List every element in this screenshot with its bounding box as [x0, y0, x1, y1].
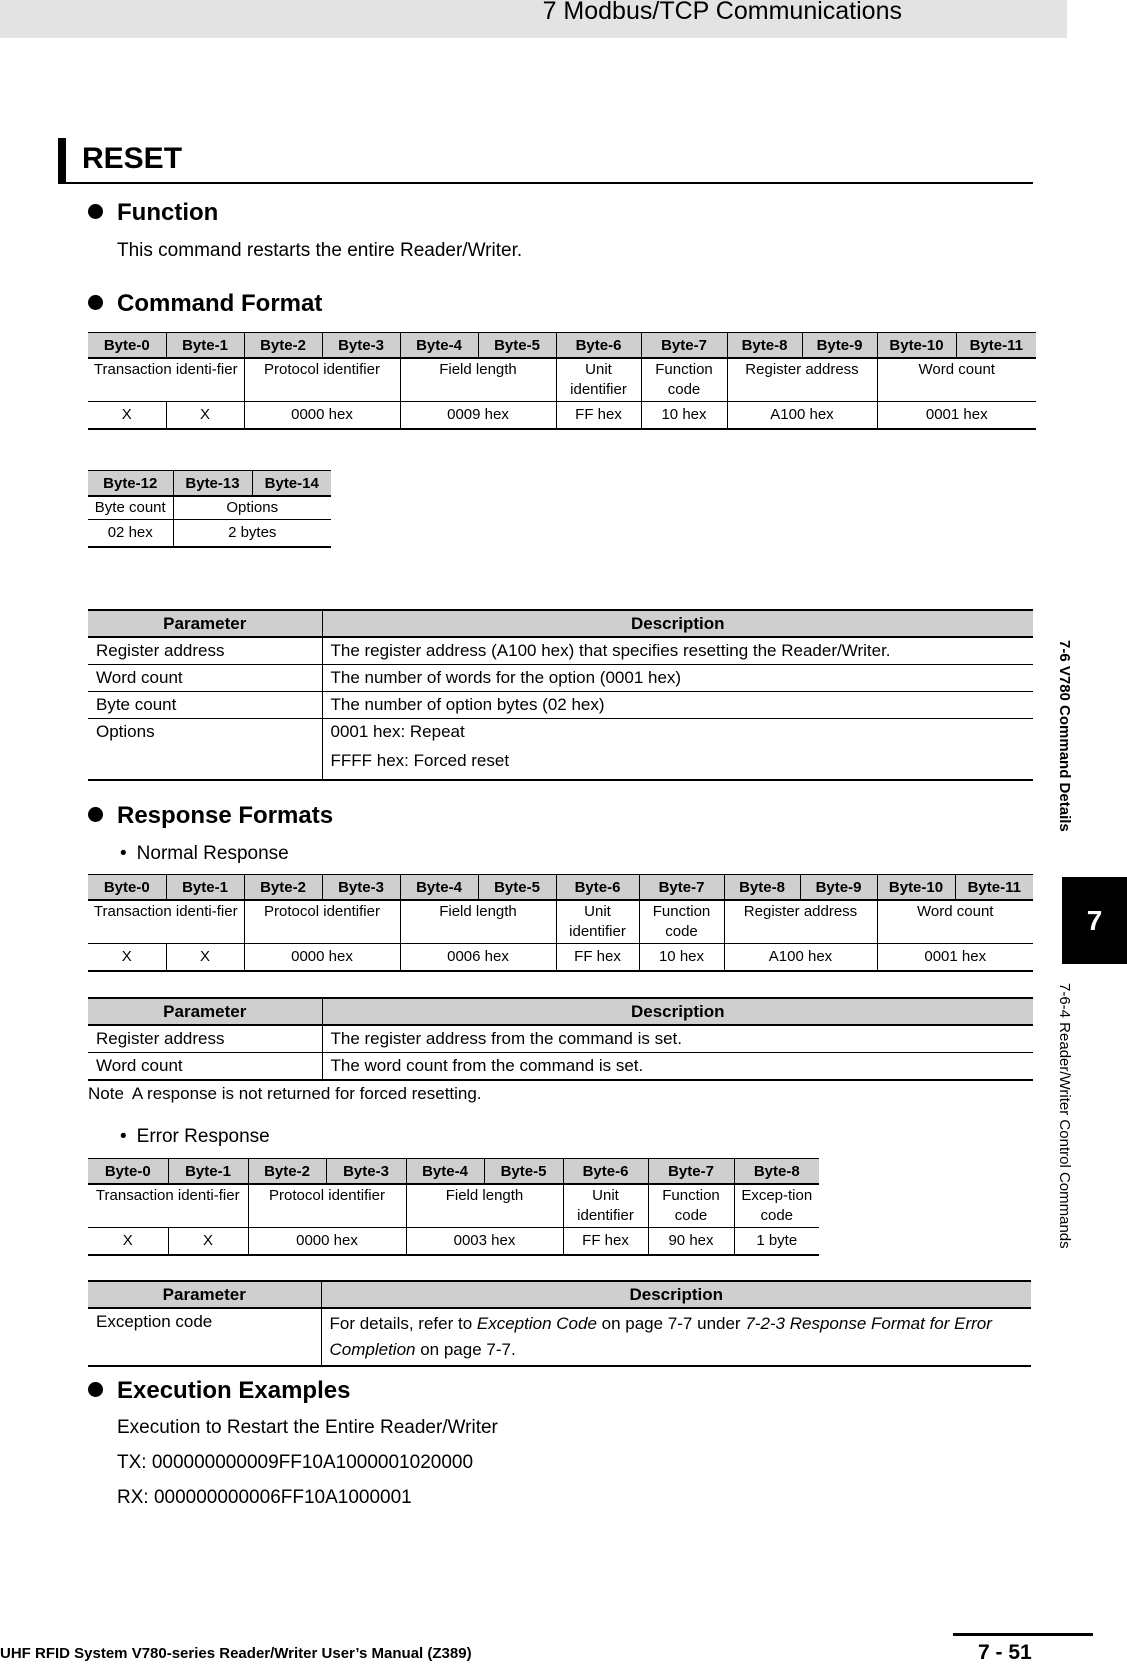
table-row: Register address The register address (A100 hex) that specifies resetting the Reader/Writer. [88, 637, 1033, 665]
table-row: Transaction identi-fier Protocol identifier Field length Unit identifier Function code Excep-tion code [88, 1184, 819, 1228]
error-response-parameter-table [88, 1280, 1031, 1367]
table-row: X X 0000 hex 0006 hex FF hex 10 hex A100 hex 0001 hex [88, 944, 1033, 972]
command-byte-table [88, 332, 1036, 430]
table-row: Exception code For details, refer to Exception Code on page 7-7 under 7-2-3 Response Format for Error Completion on page 7-7. [88, 1308, 1031, 1366]
normal-response-label: • Normal Response [120, 843, 289, 864]
footer-manual-title: UHF RFID System V780-series Reader/Writer User’s Manual (Z389) [0, 1645, 472, 1662]
table-row: Byte count Options [88, 496, 331, 520]
table-row: Word count The number of words for the option (0001 hex) [88, 665, 1033, 692]
table-row: Word count The word count from the command is set. [88, 1053, 1033, 1081]
table-row: X X 0000 hex 0003 hex FF hex 90 hex 1 byte [88, 1228, 819, 1256]
command-parameter-table [88, 609, 1033, 781]
table-row: Options 0001 hex: Repeat FFFF hex: Forced reset [88, 719, 1033, 781]
function-text: This command restarts the entire Reader/Writer. [117, 240, 523, 261]
command-format-heading: Command Format [88, 290, 322, 318]
execution-examples-heading: Execution Examples [88, 1377, 350, 1405]
table-header-row: Byte-12 Byte-13 Byte-14 [88, 471, 331, 497]
footer-rule [953, 1633, 1093, 1636]
chapter-tab: 7 [1062, 877, 1127, 964]
bullet-icon [88, 204, 103, 219]
rx-example: RX: 000000000006FF10A1000001 [117, 1487, 412, 1508]
section-heading [58, 138, 1033, 184]
normal-response-parameter-table [88, 997, 1033, 1081]
tx-example: TX: 000000000009FF10A1000001020000 [117, 1452, 474, 1473]
side-section-label: 7-6 V780 Command Details [1056, 640, 1073, 832]
error-response-label: • Error Response [120, 1126, 270, 1147]
command-byte-table-2 [88, 470, 331, 548]
table-header-row: Byte-0 Byte-1 Byte-2 Byte-3 Byte-4 Byte-5 Byte-6 Byte-7 Byte-8 Byte-9 Byte-10 Byte-11 [88, 333, 1036, 359]
table-header-row: Parameter Description [88, 1281, 1031, 1308]
section-marker [58, 138, 66, 182]
table-row: X X 0000 hex 0009 hex FF hex 10 hex A100 hex 0001 hex [88, 402, 1036, 430]
bullet-icon [88, 807, 103, 822]
table-header-row: Byte-0 Byte-1 Byte-2 Byte-3 Byte-4 Byte-5 Byte-6 Byte-7 Byte-8 Byte-9 Byte-10 Byte-11 [88, 875, 1033, 901]
bullet-icon [88, 295, 103, 310]
response-formats-heading: Response Formats [88, 802, 333, 830]
page-header [0, 0, 1067, 38]
forced-reset-note: Note A response is not returned for forced resetting. [88, 1084, 482, 1103]
header-title: 7 Modbus/TCP Communications [542, 0, 902, 25]
page-number: 7 - 51 [978, 1641, 1032, 1664]
bullet-icon [88, 1382, 103, 1397]
table-row: Transaction identi-fier Protocol identifier Field length Unit identifier Function code Register address Word count [88, 900, 1033, 944]
section-title: RESET [82, 142, 183, 175]
table-header-row: Parameter Description [88, 998, 1033, 1025]
exception-code-description: For details, refer to Exception Code on page 7-7 under 7-2-3 Response Format for Error Completion on page 7-7. [321, 1308, 1031, 1366]
execution-description: Execution to Restart the Entire Reader/Writer [117, 1417, 498, 1438]
exception-code-reference: Exception Code [476, 1314, 597, 1333]
table-row: 02 hex 2 bytes [88, 520, 331, 548]
table-header-row: Parameter Description [88, 610, 1033, 637]
function-heading: Function [88, 199, 218, 227]
response-format-reference: 7-2-3 Response Format for Error Completion [329, 1314, 992, 1359]
normal-response-byte-table [88, 874, 1033, 972]
table-row: Transaction identi-fier Protocol identifier Field length Unit identifier Function code Register address Word count [88, 358, 1036, 402]
table-row: Byte count The number of option bytes (02 hex) [88, 692, 1033, 719]
error-response-byte-table [88, 1158, 819, 1256]
table-row: Register address The register address from the command is set. [88, 1025, 1033, 1053]
table-header-row: Byte-0 Byte-1 Byte-2 Byte-3 Byte-4 Byte-5 Byte-6 Byte-7 Byte-8 [88, 1159, 819, 1185]
side-subsection-label: 7-6-4 Reader/Writer Control Commands [1056, 983, 1073, 1249]
